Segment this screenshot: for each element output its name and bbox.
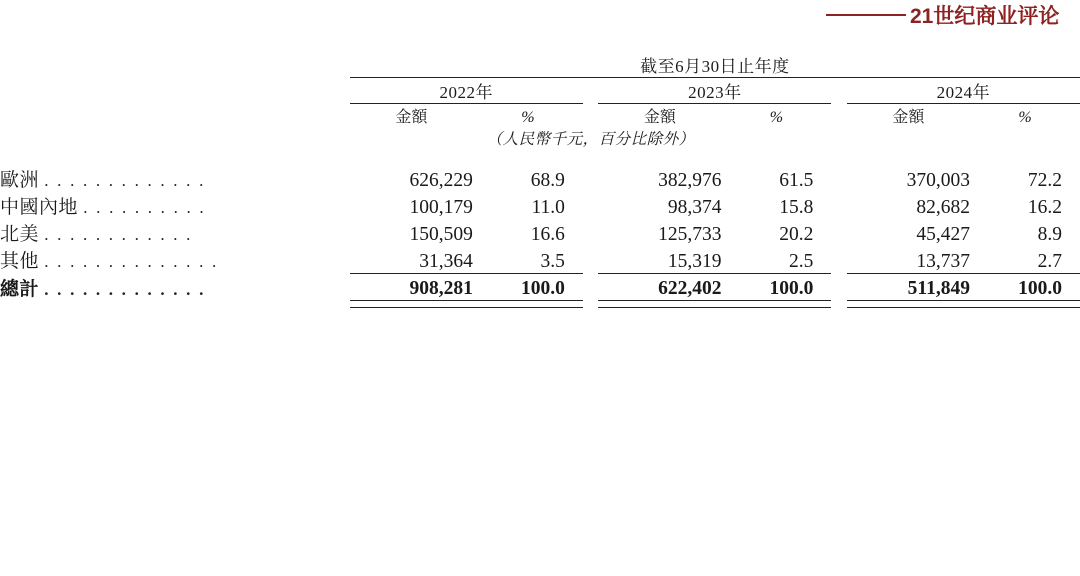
total-double-rule-2024-percent [970, 301, 1080, 308]
cell-2024-percent: 16.2 [1027, 197, 1062, 218]
gap-cell [831, 127, 846, 149]
period-header-row [0, 52, 1080, 78]
year-header-2022: 2022年 [439, 83, 494, 102]
row-label-text: 北美 [0, 224, 40, 245]
table-row [0, 246, 1080, 273]
measure-header-amount-2023: 金額 [643, 109, 676, 126]
gap-cell [583, 301, 598, 308]
cell-2024-amount: 82,682 [916, 197, 970, 218]
gap-cell [583, 274, 598, 301]
row-label-mainland-china [0, 192, 350, 219]
period-header: 截至6月30日止年度 [640, 57, 790, 76]
measure-header-amount-2024: 金額 [892, 109, 925, 126]
total-double-rule-2023-percent [721, 301, 831, 308]
cell-2024-percent: 72.2 [1027, 170, 1062, 191]
empty-cell [0, 127, 350, 149]
total-2022-percent: 100.0 [521, 278, 565, 299]
row-label-other [0, 246, 350, 273]
gap-cell [831, 78, 846, 104]
unit-note-row [0, 127, 1080, 149]
measure-header-amount-2022: 金額 [395, 109, 428, 126]
financial-table-container [0, 52, 1080, 308]
cell-2024-amount: 45,427 [916, 224, 970, 245]
total-double-rule-2024-amount [847, 301, 970, 308]
cell-2022-amount: 626,229 [409, 170, 473, 191]
measure-header-percent-2024: % [1018, 109, 1032, 126]
leader-dots: . . . . . . . . . . . . . [44, 279, 206, 299]
total-2024-amount: 511,849 [907, 278, 970, 299]
total-double-rule-row [0, 301, 1080, 308]
cell-2024-percent: 2.7 [1037, 250, 1062, 272]
unit-note: （人民幣千元，百分比除外） [486, 131, 695, 148]
cell-2022-amount: 150,509 [409, 224, 473, 245]
cell-2022-percent: 68.9 [530, 170, 565, 191]
cell-2024-amount: 370,003 [906, 170, 970, 191]
cell-2023-percent: 61.5 [779, 170, 814, 191]
header-body-spacer [0, 149, 1080, 165]
top-watermark-bar [0, 0, 1080, 30]
gap-cell [831, 274, 846, 301]
row-label-text: 總計 [0, 278, 40, 300]
row-label-text: 其他 [0, 251, 40, 272]
gap-cell [583, 246, 598, 273]
cell-2023-percent: 20.2 [779, 224, 814, 245]
total-double-rule-2022-percent [473, 301, 583, 308]
table-row [0, 192, 1080, 219]
cell-2022-percent: 3.5 [540, 250, 565, 272]
brand-logo: 21世纪商业评论 [910, 5, 1060, 28]
cell-2022-amount: 31,364 [419, 250, 473, 272]
gap-cell [583, 78, 598, 104]
rule-spacer [0, 301, 350, 308]
row-label-text: 中國內地 [0, 197, 79, 218]
total-2023-percent: 100.0 [769, 278, 814, 299]
cell-2023-percent: 15.8 [779, 197, 814, 218]
measure-header-percent-2022: % [521, 109, 535, 126]
gap-cell [583, 104, 598, 127]
row-label-total [0, 274, 350, 301]
spacer-cell [0, 149, 1080, 165]
total-2024-percent: 100.0 [1018, 278, 1062, 299]
cell-2023-amount: 382,976 [658, 170, 722, 191]
empty-cell [0, 104, 350, 127]
gap-cell [831, 301, 846, 308]
empty-cell [970, 127, 1080, 149]
gap-cell [831, 165, 846, 192]
gap-cell [831, 104, 846, 127]
table-row [0, 165, 1080, 192]
total-2023-amount: 622,402 [658, 278, 722, 299]
table-row-total [0, 274, 1080, 301]
year-header-row [0, 78, 1080, 104]
cell-2023-percent: 2.5 [789, 250, 814, 272]
total-double-rule-2022-amount [350, 301, 473, 308]
leader-dots: . . . . . . . . . . . . . . [44, 252, 219, 271]
leader-dots: . . . . . . . . . . [83, 198, 206, 217]
row-label-europe [0, 165, 350, 192]
revenue-by-region-table [0, 52, 1080, 308]
gap-cell [583, 165, 598, 192]
table-row [0, 219, 1080, 246]
row-label-north-america [0, 219, 350, 246]
total-2022-amount: 908,281 [409, 278, 473, 299]
year-header-2024: 2024年 [936, 83, 991, 102]
measure-header-row [0, 104, 1080, 127]
empty-cell [847, 127, 970, 149]
brand-rule [826, 14, 906, 16]
gap-cell [583, 219, 598, 246]
empty-corner-cell [0, 52, 350, 78]
total-double-rule-2023-amount [598, 301, 721, 308]
measure-header-percent-2023: % [769, 109, 784, 126]
cell-2022-percent: 11.0 [531, 197, 565, 218]
leader-dots: . . . . . . . . . . . . . [44, 171, 206, 190]
cell-2024-percent: 8.9 [1037, 224, 1062, 245]
cell-2023-amount: 15,319 [667, 250, 722, 272]
year-header-2023: 2023年 [688, 83, 742, 102]
gap-cell [831, 246, 846, 273]
cell-2022-amount: 100,179 [409, 197, 473, 218]
gap-cell [831, 192, 846, 219]
gap-cell [583, 192, 598, 219]
gap-cell [831, 219, 846, 246]
cell-2024-amount: 13,737 [916, 250, 970, 272]
cell-2022-percent: 16.6 [530, 224, 565, 245]
row-label-text: 歐洲 [0, 170, 40, 191]
leader-dots: . . . . . . . . . . . . [44, 225, 193, 244]
cell-2023-amount: 98,374 [667, 197, 722, 218]
empty-cell [0, 78, 350, 104]
cell-2023-amount: 125,733 [658, 224, 722, 245]
